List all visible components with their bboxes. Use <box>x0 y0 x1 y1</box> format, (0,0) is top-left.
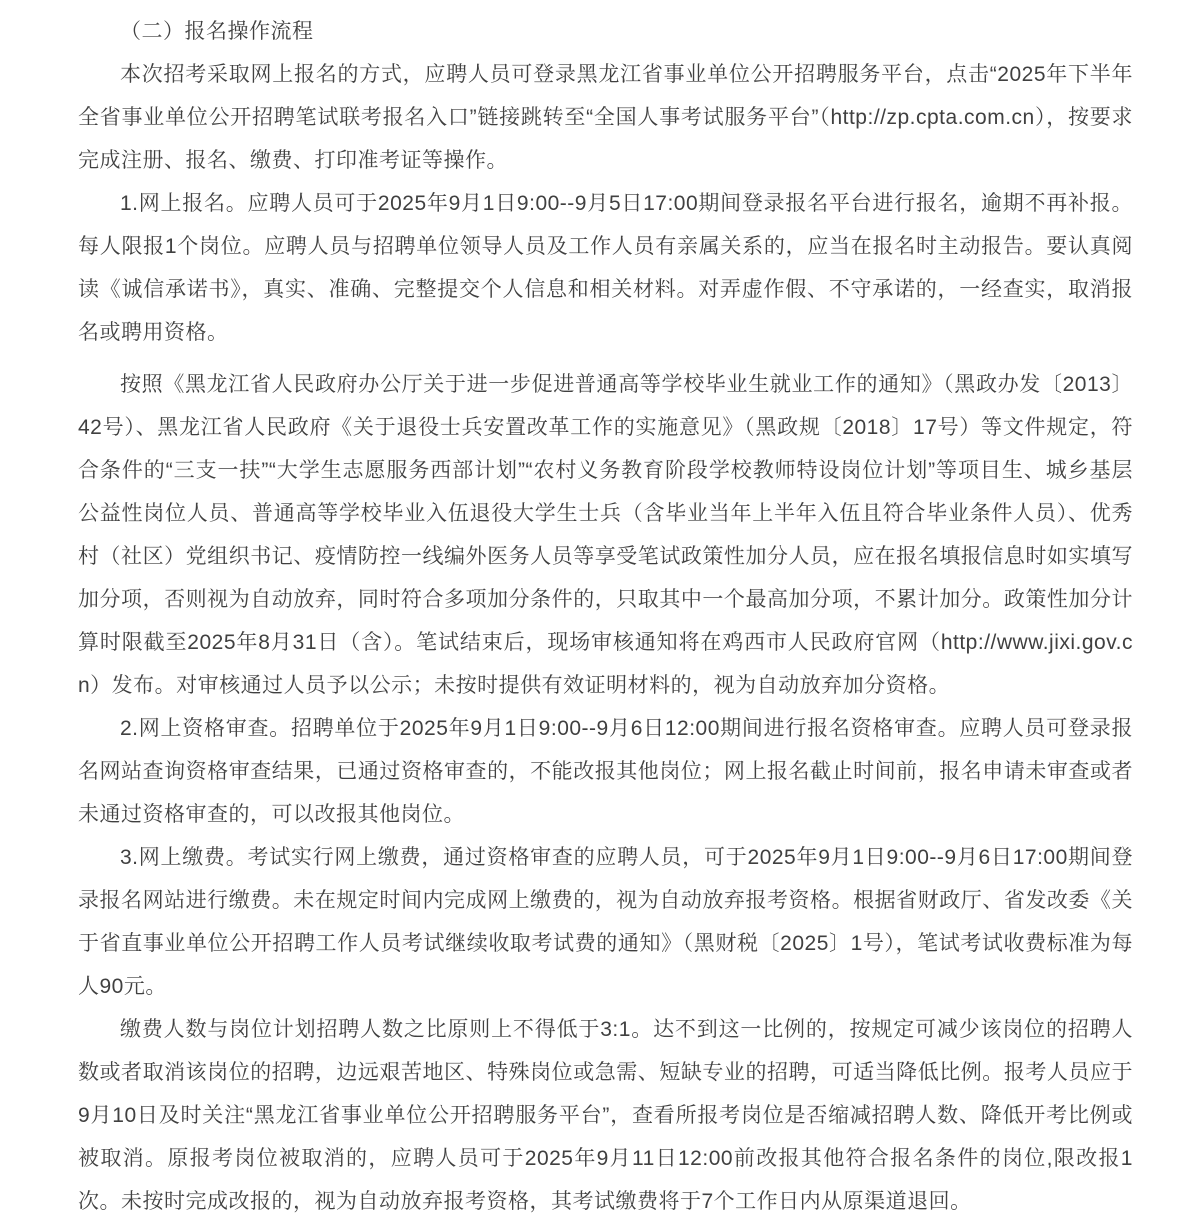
paragraph-bonus-point-policy: 按照《黑龙江省人民政府办公厅关于进一步促进普通高等学校毕业生就业工作的通知》（黑政办发〔2013〕42号）、黑龙江省人民政府《关于退役士兵安置改革工作的实施意见》（黑政规〔2018〕17号）等文件规定，符合条件的“三支一扶”“大学生志愿服务西部计划”“农村义务教育阶段学校教师特设岗位计划”等项目生、城乡基层公益性岗位人员、普通高等学校毕业入伍退役大学生士兵（含毕业当年上半年入伍且符合毕业条件人员）、优秀村（社区）党组织书记、疫情防控一线编外医务人员等享受笔试政策性加分人员，应在报名填报信息时如实填写加分项，否则视为自动放弃，同时符合多项加分条件的，只取其中一个最高加分项，不累计加分。政策性加分计算时限截至2025年8月31日（含）。笔试结束后，现场审核通知将在鸡西市人民政府官网（http://www.jixi.gov.cn）发布。对审核通过人员予以公示；未按时提供有效证明材料的，视为自动放弃加分资格。 <box>78 373 1133 697</box>
paragraph-payment-ratio-rule: 缴费人数与岗位计划招聘人数之比原则上不得低于3:1。达不到这一比例的，按规定可减少该岗位的招聘人数或者取消该岗位的招聘，边远艰苦地区、特殊岗位或急需、短缺专业的招聘，可适当降低比例。报考人员应于9月10日及时关注“黑龙江省事业单位公开招聘服务平台”，查看所报考岗位是否缩减招聘人数、降低开考比例或被取消。原报考岗位被取消的，应聘人员可于2025年9月11日12:00前改报其他符合报名条件的岗位,限改报1次。未按时完成改报的，视为自动放弃报考资格，其考试缴费将于7个工作日内从原渠道退回。 <box>78 1018 1133 1213</box>
section-heading: （二）报名操作流程 <box>120 20 314 43</box>
paragraph-step1-registration: 1.网上报名。应聘人员可于2025年9月1日9:00--9月5日17:00期间登录报名平台进行报名，逾期不再补报。每人限报1个岗位。应聘人员与招聘单位领导人员及工作人员有亲属关系的，应当在报名时主动报告。要认真阅读《诚信承诺书》，真实、准确、完整提交个人信息和相关材料。对弄虚作假、不守承诺的，一经查实，取消报名或聘用资格。 <box>78 192 1133 344</box>
paragraph-online-registration-intro: 本次招考采取网上报名的方式，应聘人员可登录黑龙江省事业单位公开招聘服务平台，点击“2025年下半年全省事业单位公开招聘笔试联考报名入口”链接跳转至“全国人事考试服务平台”（http://zp.cpta.com.cn），按要求完成注册、报名、缴费、打印准考证等操作。 <box>78 63 1133 172</box>
paragraph-step3-payment: 3.网上缴费。考试实行网上缴费，通过资格审查的应聘人员，可于2025年9月1日9:00--9月6日17:00期间登录报名网站进行缴费。未在规定时间内完成网上缴费的，视为自动放弃报考资格。根据省财政厅、省发改委《关于省直事业单位公开招聘工作人员考试继续收取考试费的通知》（黑财税〔2025〕1号），笔试考试收费标准为每人90元。 <box>78 846 1133 998</box>
paragraph-step2-qualification-review: 2.网上资格审查。招聘单位于2025年9月1日9:00--9月6日12:00期间进行报名资格审查。应聘人员可登录报名网站查询资格审查结果，已通过资格审查的，不能改报其他岗位；网上报名截止时间前，报名申请未审查或者未通过资格审查的，可以改报其他岗位。 <box>78 717 1133 826</box>
